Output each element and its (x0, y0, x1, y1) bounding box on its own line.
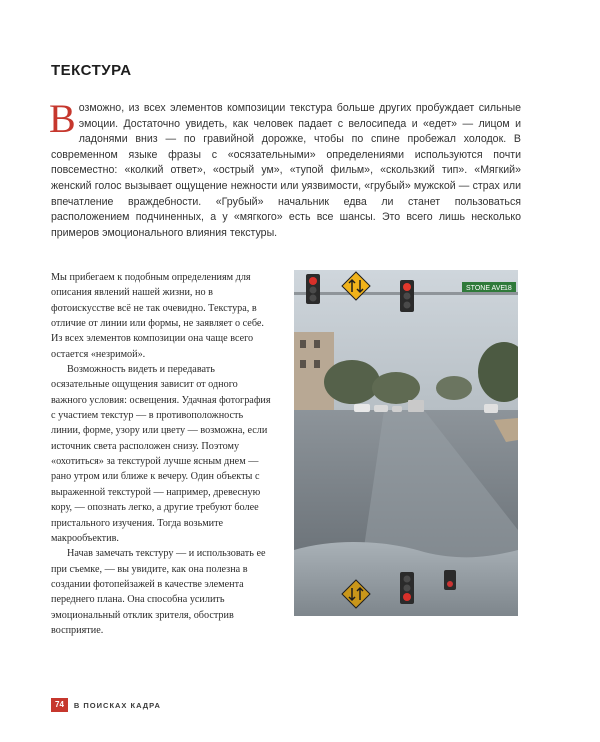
photo-illustration (294, 270, 518, 616)
body-column (51, 270, 271, 638)
running-title: В ПОИСКАХ КАДРА (73, 700, 161, 710)
body-paragraph-3: Начав замечать текстуру — и использовать ее при съемке, — вы увидите, как она полезна в создании фотопейзажей в качестве элемента переднего плана. Она способна усилить эмоциональный отклик зрителя, обострив восприятие. (51, 548, 266, 636)
page-footer (51, 698, 161, 712)
drop-cap: В (49, 96, 76, 141)
body-paragraph-1: Мы прибегаем к подобным определениям для описания явлений нашей жизни, но в фотоискусстве всё не так очевидно. Текстура, в отличие от линии или формы, не заявляет о себе. Из всех элементов композиции она чаще всего остается «незримой». (51, 272, 264, 360)
street-reflection-photo (294, 270, 518, 616)
tree-left (324, 360, 380, 404)
traffic-light-right (400, 280, 414, 312)
street-sign-text: STONE AVE (466, 285, 506, 292)
street-sign-number: 18 (504, 285, 512, 292)
car (354, 404, 370, 412)
reflected-traffic-light (400, 572, 414, 604)
intro-text: озможно, из всех элементов композиции текстура больше других пробуждает сильные эмоции. Достаточно увидеть, как человек падает с велосипеда и «едет» — лицом и ладонями вниз — по гравийной дорожке, чтобы по спине пробежал холодок. В современном языке фразы с «осязательными» определениями используются почти повсеместно: «колкий ответ», «острый ум», «тупой фильм», «скользкий тип». «Мягкий» женский голос вызывает ощущение нежности или уязвимости, «грубый» мужской — страх или впечатление враждебности. «Грубый» начальник едва ли станет пользоваться расположением подчиненных, а у «мягкого» есть все шансы. Это всего лишь несколько примеров эмоционального влияния текстуры. (51, 102, 521, 239)
intro-paragraph (49, 96, 521, 241)
traffic-light-left (306, 274, 320, 304)
page-number: 74 (51, 698, 68, 712)
bus (408, 400, 424, 412)
section-heading: ТЕКСТУРА (51, 62, 132, 79)
body-paragraph-2: Возможность видеть и передавать осязательные ощущения зависит от одного важного условия: освещения. Удачная фотография с участием текстур — в противоположность линии, форме, узору или цвету — возможна, если источник света расположен снизу. Поэтому «охотиться» за текстурой лучше ясным днем — рано утром или ближе к вечеру. Один объекты с выраженной текстурой — например, древесную кору, — опознать легко, а другие требуют более пристального изучения. Тогда возьмите макрообъектив. (51, 364, 271, 544)
